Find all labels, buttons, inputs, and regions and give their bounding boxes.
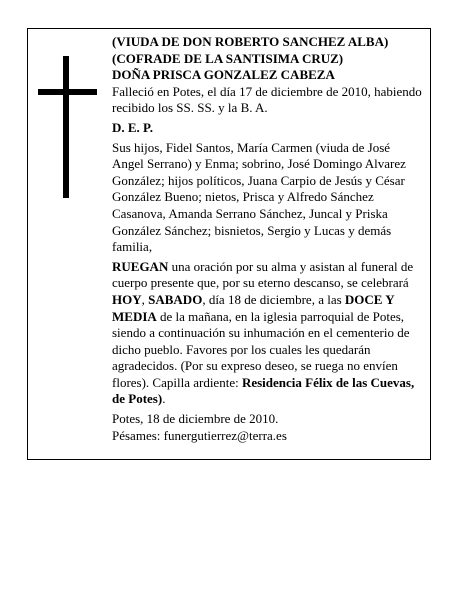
header-line-widow: (VIUDA DE DON ROBERTO SANCHEZ ALBA) — [112, 34, 389, 49]
condolences-contact: Pésames: funergutierrez@terra.es — [112, 427, 287, 443]
obituary-text — [112, 34, 424, 444]
capilla-ardiente-location: Residencia Félix de las Cuevas, de Potes) — [112, 374, 415, 407]
deceased-name: DOÑA PRISCA GONZALEZ CABEZA — [112, 67, 335, 83]
header-line-brotherhood: (COFRADE DE LA SANTISIMA CRUZ) — [112, 50, 344, 66]
cross-horizontal-bar — [38, 89, 97, 95]
ruegan-label: RUEGAN — [112, 258, 169, 274]
funeral-request: RUEGAN una oración por su alma y asistan al funeral de cuerpo presente que, por su eterno descanso, se celebrará HOY, SABADO, día 18 de diciembre, a las DOCE Y MEDIA de la mañana, en la iglesia parroquial de Potes, siendo a continuación su inhumación en el cementerio de dicho pueblo. Favores por los cuales les quedarán agradecidos. (Por su expreso deseo, se ruega no envíen flores). Capilla ardiente: Residencia Félix de las Cuevas, de Potes). — [112, 258, 415, 407]
funeral-time: DOCE Y MEDIA — [112, 291, 395, 324]
family-list: Sus hijos, Fidel Santos, María Carmen (viuda de José Angel Serrano) y Enma; sobrino, José Domingo Alvarez González; hijos políticos, Juana Carpio de Jesús y César González Bueno; nietos, Prisca y Alfredo Sánchez Casanova, Amanda Serrano Sánchez, Juncal y Priska González Sánchez; bisnietos, Sergio y Lucas y demás familia, — [112, 139, 406, 255]
death-notice: Falleció en Potes, el día 17 de diciembre de 2010, habiendo recibido los SS. SS. y la B. A. — [112, 83, 422, 116]
sabado-label: SABADO — [148, 291, 203, 307]
dep-line: D. E. P. — [112, 119, 154, 135]
place-date: Potes, 18 de diciembre de 2010. — [112, 411, 279, 427]
cross-vertical-bar — [63, 56, 69, 198]
latin-cross-icon — [38, 56, 97, 198]
hoy-label: HOY — [112, 291, 142, 307]
